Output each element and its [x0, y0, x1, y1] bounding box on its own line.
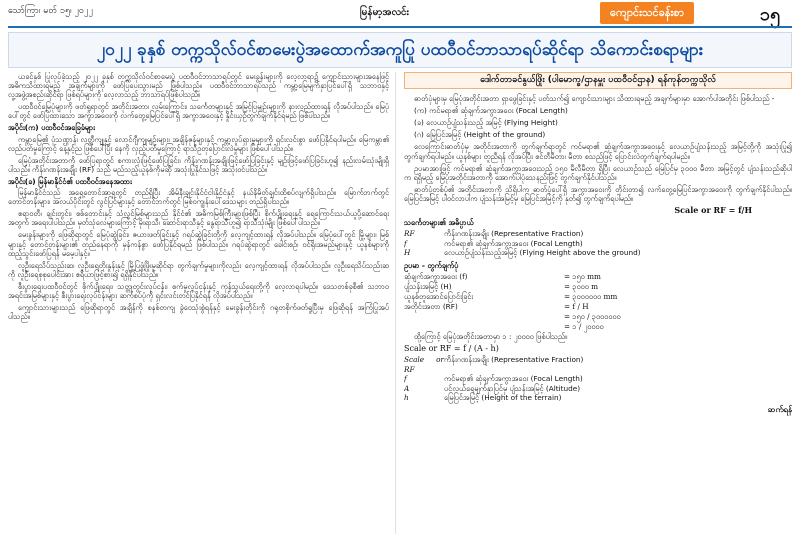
paragraph: လူဦးရေသိပ်သည်းဆ၊ လူဦးရေတိုးနှုန်းနှင့် မြို့ပြဖွံ့ဖြိုးမှုဆိုင်ရာ တွက်ချက်မှုများကိုလည်း လေ့ကျင့်ထားရန် လိုအပ်ပါသည်။ လူဦးရေသိပ်သည်းဆကို လူဦးရေစုစုပေါင်းအား ဧရိယာဖြင့်စား၍ ရရှိနိုင်ပါသည်။	[8, 260, 389, 279]
subheading: အပိုင်း(ခ) မြန်မာနိုင်ငံ၏ ပထဝီဝင်အနေအထား	[8, 176, 132, 186]
scale-formula: Scale or RF = f/H	[674, 205, 752, 216]
calc-label: ပျံသန်းအမြင့် (H)	[404, 281, 452, 291]
paragraph: ပထဝီဝင်မြေပုံများကို ဖတ်ရှုရာတွင် အတိုင်းအတာ၊ လမ်းကြောင်း၊ သင်္ကေတများနှင့် အမြင့်ပြမျဉ်းများကို နားလည်ထားရန် လိုအပ်ပါသည်။ မြေပုံပေါ်တွင် ဖော်ပြထားသော အကွာအဝေးကို လက်တွေ့မြေပြင်ပေါ်ရှိ အကွာအဝေးနှင့် နှိုင်းယှဉ်တွက်ချက်နိုင်ရမည် ဖြစ်ပါသည်။	[8, 102, 389, 121]
paragraph: ဥပမာအားဖြင့် ကင်မရာ၏ ဆုံချက်အကွာအဝေးသည် ၁၅၀ မီလီမီတာ ရှိပြီး လေယာဉ်သည် မြေပြင်မှ ၃၀၀၀ မီတာ အမြင့်တွင် ပျံသန်းသည်ဆိုပါက ရရှိမည့် မြေပုံအတိုင်းအတာကို အောက်ပါပုံသေနည်းဖြင့် တွက်ချက်နိုင်ပါသည်။	[404, 163, 792, 182]
calc-row	[404, 322, 792, 332]
example-heading: ဥပမာ - တွက်ချက်ပုံ	[404, 260, 459, 270]
paragraph: ကမ္ဘာမြေ၏ ပုံသဏ္ဌာန်၊ လတ္တီကျုနှင့် လောင်ဂျီကျုမျဉ်းများ၊ အချိန်ဇုန်များနှင့် ကမ္ဘာ့လှုပ်ရှားမှုများကို ရှင်းလင်းစွာ ဖော်ပြနိုင်ရပါမည်။ မြေကမ္ဘာ၏ လည်ပတ်မှုကြောင့် နေ့နှင့်ည ဖြစ်ပေါ်ပြီး နေကို လှည့်ပတ်မှုကြောင့် ရာသီဥတုပြောင်းလဲမှုများ ဖြစ်ပေါ်ပါသည်။	[8, 134, 389, 153]
calc-value: = ၁၅၀ / ၃၀၀၀၀၀၀	[564, 311, 621, 321]
legend-symbol: A	[404, 383, 410, 393]
legend-meaning: ကိန်းဂဏန်းအချိုး (Representative Fraction)	[444, 355, 584, 364]
calc-row	[404, 312, 792, 322]
calc-row	[404, 272, 792, 282]
legend-symbol: H	[404, 248, 411, 258]
calc-row	[404, 282, 792, 292]
legend-intro: သင်္ကေတများ၏ အဓိပ္ပာယ်	[404, 218, 474, 228]
continued-note: ဆက်ရန်	[767, 404, 792, 414]
section-badge: ကျောင်းသင်ခန်းစာ	[600, 2, 694, 24]
left-column	[8, 72, 396, 534]
calc-label: ဆုံချက်အကွာအဝေး (f)	[404, 271, 468, 281]
calc-value: = ၃၀၀၀၀၀၀ mm	[564, 291, 618, 301]
issue-date: သော်ကြာ၊ မတ် ၁၅၊ ၂၀၂၂	[8, 6, 93, 16]
legend-meaning: ကိန်းဂဏန်းအချိုး (Representative Fraction)	[444, 229, 584, 239]
paragraph: ဓာတ်ပုံများမှ မြေပုံအတိုင်းအတာ ရှာဖွေခြင်းနှင့် ပတ်သက်၍ ကျောင်းသားများ သိထားရမည့် အချက်များမှာ အောက်ပါအတိုင်း ဖြစ်ပါသည် -	[414, 94, 775, 104]
paragraph: (က) ကင်မရာ၏ ဆုံချက်အကွာအဝေး (Focal Length)	[414, 106, 568, 116]
legend-meaning: ပင်လယ်ရေမျက်နှာပြင်မှ ပျံသန်းအမြင့် (Altitude)	[444, 383, 581, 393]
paragraph: စီးပွားရေးပထဝီဝင်တွင် စိုက်ပျိုးရေး၊ သတ္တုတွင်းလုပ်ငန်း၊ စက်မှုလုပ်ငန်းနှင့် ကုန်သွယ်ရေးတို့ကို လေ့လာရပါမည်။ ဒေသတစ်ခုစီ၏ သဘာဝအရင်းအမြစ်များနှင့် စီးပွားရေးလုပ်ငန်းများ ဆက်စပ်ပုံကို ရှင်းလင်းတင်ပြနိုင်ရန် လိုအပ်ပါသည်။	[8, 281, 389, 300]
legend-row	[404, 229, 792, 239]
calc-value: = ၁ / ၂၀၀၀၀	[564, 321, 604, 331]
calc-label	[404, 322, 564, 332]
legend-meaning: လေယာဉ်ပျံသန်းသည့်အမြင့် (Flying Height above the ground)	[444, 248, 641, 258]
legend-row	[404, 374, 792, 384]
legend-symbol: h	[404, 393, 409, 402]
legend-row	[404, 355, 792, 374]
calc-label: ယူနစ်တူအောင်ပြောင်းခြင်း	[404, 291, 474, 301]
paragraph: လေကြောင်းဓာတ်ပုံမှ အတိုင်းအတာကို တွက်ချက်ရာတွင် ကင်မရာ၏ ဆုံချက်အကွာအဝေးနှင့် လေယာဉ်ပျံသန်းသည့် အမြင့်တို့ကို အသုံးပြု၍ တွက်ချက်ရပါမည်။ ယူနစ်များ တူညီရန် လိုအပ်ပြီး စင်တီမီတာ၊ မီတာ စသည်ဖြင့် ပြောင်းလဲတွက်ချက်ရပါမည်။	[404, 142, 792, 161]
scale-formula-2: Scale or RF = f / (A - h)	[404, 343, 499, 353]
paragraph: (ခ) လေယာဉ်ပျံသန်းသည့် အမြင့် (Flying Height)	[414, 118, 558, 128]
paragraph: ယခင်နှစ် ပြုလုပ်ခဲ့သည့် ၂၀၂၂ ခုနှစ် တက္ကသိုလ်ဝင်စာမေးပွဲ ပထဝီဝင်ဘာသာရပ်တွင် မေးခွန်းများကို လေ့လာရာ၌ ကျောင်းသားများအနေဖြင့် အဓိကသိထားရမည့် အချက်များကို ဖော်ပြပေးသွားမည် ဖြစ်ပါသည်။ ပထဝီဝင်ဘာသာရပ်သည် ကမ္ဘာ့မြေမျက်နှာပြင်ပေါ်ရှိ သဘာဝနှင့် လူ့အဖွဲ့အစည်းဆိုင်ရာ ဖြစ်ရပ်များကို လေ့လာသည့် ဘာသာရပ်ဖြစ်ပါသည်။	[8, 72, 389, 100]
legend-meaning: ကင်မရာ၏ ဆုံချက်အကွာအဝေး (Focal Length)	[444, 374, 583, 383]
calc-label	[404, 312, 564, 322]
page-header	[0, 0, 800, 26]
newspaper-name: မြန်မာ့အလင်း	[360, 7, 410, 18]
legend-row	[404, 248, 792, 258]
paragraph: မေးခွန်းများကို ဖြေဆိုရာတွင် မြေပုံဆွဲခြင်း၊ ဇယားဖတ်ခြင်းနှင့် ဂရပ်ဆွဲခြင်းတို့ကို လေ့ကျင့်ထားရန် လိုအပ်ပါသည်။ မြေပုံပေါ်တွင် မြို့များ၊ မြစ်များနှင့် တောင်တန်းများ၏ တည်နေရာကို မှန်ကန်စွာ ဖော်ပြနိုင်ရမည် ဖြစ်ပါသည်။ ဂရပ်ဆွဲရာတွင် ခေါင်းစဉ်၊ ဝင်ရိုးအမည်များနှင့် ယူနစ်များကို ထည့်သွင်းဖော်ပြရန် မမေ့ပါနှင့်။	[8, 230, 389, 258]
legend-meaning: ကင်မရာ၏ ဆုံချက်အကွာအဝေး (Focal Length)	[444, 238, 583, 248]
paragraph: ဧရာဝတီ၊ ချင်းတွင်း၊ စစ်တောင်းနှင့် သံလွင်မြစ်များသည် နိုင်ငံ၏ အဓိကမြစ်ကြီးများဖြစ်ပြီး စိုက်ပျိုးရေးနှင့် ရေကြောင်းသယ်ယူပို့ဆောင်ရေးအတွက် အရေးပါပါသည်။ မုတ်သုံလေများကြောင့် မိုးရာသီ၊ ဆောင်းရာသီနှင့် နွေရာသီဟူ၍ ရာသီသုံးမျိုး ဖြစ်ပေါ်ပါသည်။	[8, 209, 389, 228]
author-byline: ဒေါက်တာခင်နွယ်ဖြိုး (ပါမောက္ခ/ဌာနမှူး ပထဝီဝင်ဌာန) ရန်ကုန်တက္ကသိုလ်	[404, 72, 792, 89]
legend-symbol: Scale or RF	[404, 355, 444, 374]
subheading: အပိုင်း(က) ပထဝီဝင်အခြေခံများ	[8, 123, 95, 133]
paragraph: ဓာတ်ပုံတစ်ပုံ၏ အတိုင်းအတာကို သိရှိပါက ဓာတ်ပုံပေါ်ရှိ အကွာအဝေးကို တိုင်းတာ၍ လက်တွေ့မြေပြင်အကွာအဝေးကို တွက်ချက်နိုင်ပါသည်။ မြေပြင်အမြင့် ပါဝင်လာပါက ပျံသန်းအမြင့်မှ မြေပြင်အမြင့်ကို နုတ်၍ တွက်ချက်ရပါမည်။	[404, 184, 792, 203]
paragraph: မြေပုံအတိုင်းအတာကို ဖော်ပြရာတွင် စကားလုံးဖြင့်ဖော်ပြခြင်း၊ ကိန်းဂဏန်းအချိုးဖြင့်ဖော်ပြခြင်းနှင့် မျဉ်းဖြင့်ဖော်ပြခြင်းဟူ၍ နည်းလမ်းသုံးမျိုးရှိပါသည်။ ကိန်းဂဏန်းအချိုး (RF) သည် မည်သည့်ယူနစ်ကိုမဆို အသုံးပြုနိုင်သဖြင့် အသုံးဝင်ပါသည်။	[8, 155, 389, 174]
legend-row	[404, 393, 792, 403]
legend-symbol: f	[404, 238, 407, 248]
article-headline: ၂၀၂၂ ခုနှစ် တက္ကသိုလ်ဝင်စာမေးပွဲအထောက်အကူပြု ပထဝီဝင်ဘာသာရပ်ဆိုင်ရာ သိကောင်းစရာများ	[8, 32, 792, 68]
calc-row	[404, 302, 792, 312]
legend-symbol: f	[404, 374, 407, 383]
legend-row	[404, 384, 792, 394]
calc-value: = ၁၅၀ mm	[564, 271, 601, 281]
calc-row	[404, 292, 792, 302]
result-text: ထို့ကြောင့် မြေပုံအတိုင်းအတာမှာ ၁ : ၂၀၀၀၀ ဖြစ်ပါသည်။	[414, 331, 568, 341]
legend-meaning: မြေပြင်အမြင့် (Height of the terrain)	[444, 393, 562, 402]
paragraph: (ဂ) မြေပြင်အမြင့် (Height of the ground)	[414, 130, 546, 140]
calc-value: = ၃၀၀၀ m	[564, 281, 599, 291]
calc-label: အတိုင်းအတာ (RF)	[404, 301, 458, 311]
page-number: ၁၅	[760, 4, 781, 25]
calc-value: = f / H	[564, 301, 589, 311]
header-divider	[8, 26, 792, 28]
legend-row	[404, 239, 792, 249]
right-column	[404, 72, 792, 534]
paragraph: ကျောင်းသားများသည် ဖြေဆိုရာတွင် အချိန်ကို စနစ်တကျ ခွဲဝေသုံးစွဲရန်နှင့် မေးခွန်းတိုင်းကို ဂရုတစိုက်ဖတ်ရှုပြီးမှ ဖြေဆိုရန် အကြံပြုအပ်ပါသည်။	[8, 303, 389, 322]
legend-symbol: RF	[404, 229, 415, 239]
paragraph: မြန်မာနိုင်ငံသည် အရှေ့တောင်အာရှတွင် တည်ရှိပြီး အိမ်နီးချင်းနိုင်ငံငါးနိုင်ငံနှင့် နယ်နိမိတ်ချင်းထိစပ်လျက်ရှိပါသည်။ မြောက်ဘက်တွင် တောင်တန်းများ၊ အလယ်ပိုင်းတွင် လွင်ပြင်များနှင့် တောင်ဘက်တွင် မြစ်ဝကျွန်းပေါ်ဒေသများ တည်ရှိပါသည်။	[8, 188, 389, 207]
